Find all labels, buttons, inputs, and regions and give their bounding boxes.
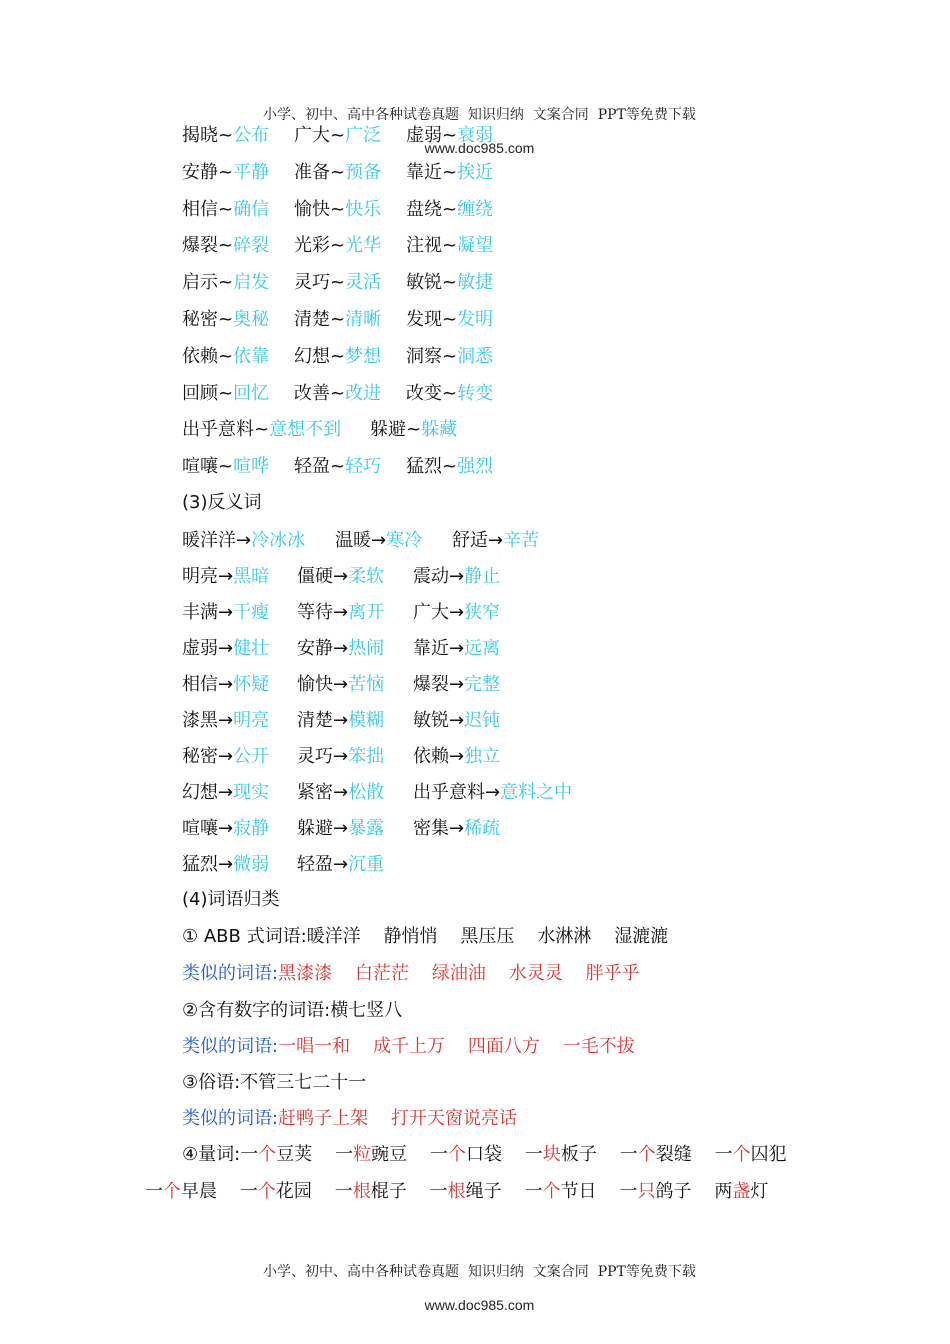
antonym-word: 出乎意料→ <box>413 782 501 803</box>
measure-words-line-2 <box>145 1180 768 1204</box>
antonym-word: 密集→ <box>413 818 465 839</box>
measure-text: 灯 <box>750 1181 769 1202</box>
antonym-match: 迟钝 <box>464 710 501 731</box>
antonym-match: 黑暗 <box>233 566 270 587</box>
antonym-word: 等待→ <box>297 602 349 623</box>
antonym-match: 模糊 <box>348 710 385 731</box>
antonym-pair <box>182 565 269 589</box>
synonym-match: 依靠 <box>233 345 270 367</box>
synonym-pair <box>182 161 269 185</box>
antonym-match: 完整 <box>464 674 501 695</box>
antonym-pair <box>452 529 539 553</box>
synonym-word: 轻盈~ <box>294 456 346 478</box>
antonym-word: 猛烈→ <box>182 854 234 875</box>
measure-text: 一 <box>334 1181 353 1202</box>
synonym-word: 光彩~ <box>294 235 346 257</box>
antonym-match: 干瘦 <box>233 602 270 623</box>
measure-text: ④量词: <box>182 1144 241 1165</box>
synonym-word: 广大~ <box>294 125 346 146</box>
synonym-match: 广泛 <box>345 125 382 146</box>
synonym-pair <box>294 198 381 222</box>
antonym-word: 明亮→ <box>182 566 234 587</box>
synonym-pair <box>406 308 493 332</box>
synonym-match: 清晰 <box>345 309 382 330</box>
antonym-pair <box>182 745 269 769</box>
synonym-match: 碎裂 <box>233 235 270 257</box>
synonym-word: 喧嚷~ <box>182 456 234 478</box>
antonym-row <box>0 673 950 697</box>
measure-word: 粒 <box>353 1144 372 1165</box>
footer-url: www.doc985.com <box>424 1297 535 1313</box>
synonym-pair <box>182 124 269 148</box>
measure-text: 豆荚 <box>276 1144 336 1165</box>
synonym-pair <box>370 418 457 442</box>
synonym-row <box>0 161 950 185</box>
antonym-pair <box>297 745 384 769</box>
synonym-pair <box>182 308 269 332</box>
measure-text: 囚犯 <box>750 1144 787 1165</box>
antonym-pair <box>297 709 384 733</box>
measure-word: 个 <box>257 1181 276 1202</box>
proverb-similar-line <box>182 1107 517 1131</box>
measure-word: 只 <box>637 1181 656 1202</box>
header-text: 小学、初中、高中各种试卷真题 知识归纳 文案合同 PPT等免费下载 <box>263 107 696 123</box>
antonym-word: 震动→ <box>413 566 465 587</box>
synonym-pair <box>182 345 269 369</box>
antonym-match: 冷冰冰 <box>251 530 306 551</box>
antonym-match: 苦恼 <box>348 674 385 695</box>
synonym-row <box>0 345 950 369</box>
antonym-pair <box>297 601 384 625</box>
antonym-match: 热闹 <box>348 638 385 659</box>
antonym-row <box>0 529 950 553</box>
antonym-match: 公开 <box>233 746 270 767</box>
page-footer <box>0 1245 950 1314</box>
antonym-match: 静止 <box>464 566 501 587</box>
antonym-row <box>0 637 950 661</box>
antonym-match: 离开 <box>348 602 385 623</box>
synonym-match: 敏捷 <box>457 272 494 294</box>
antonym-match: 辛苦 <box>503 530 540 551</box>
synonym-pair <box>182 418 341 442</box>
antonym-word: 虚弱→ <box>182 638 234 659</box>
abb-text: ① ABB 式词语:暖洋洋 静悄悄 黑压压 水淋淋 湿漉漉 <box>182 926 669 947</box>
measure-text: 一 <box>524 1181 543 1202</box>
antonym-word: 清楚→ <box>297 710 349 731</box>
synonym-row <box>0 124 950 148</box>
synonym-match: 衰弱 <box>457 125 494 146</box>
synonym-match: 挨近 <box>457 161 494 183</box>
antonym-match: 健壮 <box>233 638 270 659</box>
synonym-match: 意想不到 <box>269 419 342 441</box>
antonym-word: 敏锐→ <box>413 710 465 731</box>
synonym-pair <box>294 234 381 258</box>
synonym-match: 梦想 <box>345 345 382 367</box>
antonym-word: 爆裂→ <box>413 674 465 695</box>
antonym-row <box>0 745 950 769</box>
synonym-match: 发明 <box>457 309 494 330</box>
synonym-match: 公布 <box>233 125 270 146</box>
synonym-match: 确信 <box>233 198 270 220</box>
antonym-word: 轻盈→ <box>297 854 349 875</box>
proverb-text: ③俗语:不管三七二十一 <box>182 1072 367 1093</box>
synonym-match: 快乐 <box>345 198 382 220</box>
antonym-word: 幻想→ <box>182 782 234 803</box>
antonym-pair <box>413 673 500 697</box>
antonyms-heading: (3)反义词 <box>182 492 262 513</box>
synonym-pair <box>406 198 493 222</box>
header-url: www.doc985.com <box>424 140 535 156</box>
synonym-word: 出乎意料~ <box>182 419 270 441</box>
antonym-word: 秘密→ <box>182 746 234 767</box>
synonym-row <box>0 198 950 222</box>
synonym-match: 平静 <box>233 161 270 183</box>
antonym-pair <box>413 565 500 589</box>
measure-word: 个 <box>258 1144 277 1165</box>
synonym-match: 缠绕 <box>457 198 494 220</box>
synonym-word: 灵巧~ <box>294 272 346 294</box>
antonym-word: 暖洋洋→ <box>182 530 252 551</box>
synonym-pair <box>406 345 493 369</box>
antonym-pair <box>413 637 500 661</box>
measure-text: 两 <box>714 1181 733 1202</box>
measure-word: 根 <box>352 1181 371 1202</box>
antonym-word: 僵硬→ <box>297 566 349 587</box>
antonym-match: 松散 <box>348 782 385 803</box>
synonym-word: 洞察~ <box>406 345 458 367</box>
measure-text: 裂缝 <box>655 1144 715 1165</box>
synonym-pair <box>294 124 381 148</box>
antonym-match: 稀疏 <box>464 818 501 839</box>
measure-text: 节日 <box>560 1181 620 1202</box>
abb-similar-words: 黑漆漆 白茫茫 绿油油 水灵灵 胖乎乎 <box>278 963 640 984</box>
synonym-pair <box>406 234 493 258</box>
synonym-word: 注视~ <box>406 235 458 257</box>
antonym-pair <box>182 637 269 661</box>
antonym-word: 愉快→ <box>297 674 349 695</box>
antonym-match: 怀疑 <box>233 674 270 695</box>
synonym-match: 启发 <box>233 272 270 294</box>
synonym-word: 相信~ <box>182 198 234 220</box>
synonym-row <box>0 308 950 332</box>
antonym-match: 现实 <box>233 782 270 803</box>
antonym-match: 独立 <box>464 746 501 767</box>
synonym-word: 安静~ <box>182 161 234 183</box>
synonym-pair <box>294 271 381 295</box>
measure-word: 根 <box>447 1181 466 1202</box>
synonym-word: 准备~ <box>294 161 346 183</box>
synonym-word: 发现~ <box>406 309 458 330</box>
antonym-pair <box>182 673 269 697</box>
antonym-match: 微弱 <box>233 854 270 875</box>
antonym-pair <box>297 637 384 661</box>
synonym-pair <box>406 382 493 406</box>
synonym-pair <box>182 455 269 479</box>
synonym-match: 改进 <box>345 382 382 404</box>
measure-word: 盏 <box>732 1181 751 1202</box>
antonym-word: 温暖→ <box>335 530 387 551</box>
measure-word: 个 <box>447 1144 466 1165</box>
antonym-pair <box>413 781 572 805</box>
measure-word: 个 <box>637 1144 656 1165</box>
synonym-word: 依赖~ <box>182 345 234 367</box>
synonym-match: 光华 <box>345 235 382 257</box>
antonym-word: 舒适→ <box>452 530 504 551</box>
antonym-match: 意料之中 <box>500 782 573 803</box>
antonym-match: 明亮 <box>233 710 270 731</box>
classify-heading: (4)词语归类 <box>182 889 280 910</box>
antonym-pair <box>297 565 384 589</box>
synonym-match: 预备 <box>345 161 382 183</box>
antonym-pair <box>413 817 500 841</box>
measure-text: 一 <box>619 1144 638 1165</box>
antonym-pair <box>413 745 500 769</box>
abb-similar-line <box>182 962 640 986</box>
synonym-pair <box>406 161 493 185</box>
antonym-row <box>0 817 950 841</box>
antonym-word: 紧密→ <box>297 782 349 803</box>
synonym-match: 回忆 <box>233 382 270 404</box>
measure-text: 一 <box>239 1181 258 1202</box>
synonym-word: 盘绕~ <box>406 198 458 220</box>
antonym-match: 沉重 <box>348 854 385 875</box>
antonym-word: 广大→ <box>413 602 465 623</box>
antonym-pair <box>182 529 305 553</box>
antonym-pair <box>413 709 500 733</box>
synonym-pair <box>406 271 493 295</box>
antonym-pair <box>182 853 269 877</box>
synonym-pair <box>406 455 493 479</box>
antonym-row <box>0 781 950 805</box>
measure-text: 一 <box>145 1181 163 1202</box>
antonym-pair <box>297 673 384 697</box>
antonym-word: 依赖→ <box>413 746 465 767</box>
synonym-word: 敏锐~ <box>406 272 458 294</box>
synonym-pair <box>294 345 381 369</box>
synonym-word: 幻想~ <box>294 345 346 367</box>
synonym-word: 愉快~ <box>294 198 346 220</box>
antonym-pair <box>182 601 269 625</box>
antonym-match: 远离 <box>464 638 501 659</box>
proverb-similar-words: 赶鸭子上架 打开天窗说亮话 <box>278 1108 517 1129</box>
antonym-row <box>0 853 950 877</box>
synonym-word: 清楚~ <box>294 309 346 330</box>
number-similar-label: 类似的词语: <box>182 1036 279 1057</box>
synonym-word: 靠近~ <box>406 161 458 183</box>
synonym-pair <box>182 271 269 295</box>
antonym-pair <box>413 601 500 625</box>
antonym-match: 柔软 <box>348 566 385 587</box>
measure-word: 块 <box>542 1144 561 1165</box>
antonym-match: 狭窄 <box>464 602 501 623</box>
antonym-row <box>0 601 950 625</box>
footer-text: 小学、初中、高中各种试卷真题 知识归纳 文案合同 PPT等免费下载 <box>263 1264 696 1280</box>
synonym-word: 回顾~ <box>182 382 234 404</box>
synonym-row <box>0 382 950 406</box>
abb-line <box>182 925 668 949</box>
antonym-word: 丰满→ <box>182 602 234 623</box>
synonym-word: 秘密~ <box>182 309 234 330</box>
antonym-pair <box>182 817 269 841</box>
synonym-match: 凝望 <box>457 235 494 257</box>
synonym-pair <box>294 161 381 185</box>
synonym-row <box>0 455 950 479</box>
antonym-match: 暴露 <box>348 818 385 839</box>
synonym-pair <box>294 455 381 479</box>
synonym-row <box>0 234 950 258</box>
measure-word: 个 <box>732 1144 751 1165</box>
synonym-pair <box>294 308 381 332</box>
synonym-match: 喧哗 <box>233 456 270 478</box>
measure-text: 豌豆 <box>371 1144 430 1165</box>
synonym-word: 揭晓~ <box>182 125 234 146</box>
number-similar-line <box>182 1035 635 1059</box>
antonym-word: 灵巧→ <box>297 746 349 767</box>
measure-text: 一 <box>429 1144 448 1165</box>
synonym-match: 转变 <box>457 382 494 404</box>
measure-text: 一 <box>714 1144 733 1165</box>
synonym-pair <box>182 382 269 406</box>
synonym-match: 洞悉 <box>457 345 494 367</box>
measure-text: 鸽子 <box>655 1181 715 1202</box>
measure-text: 一 <box>619 1181 638 1202</box>
proverb-line <box>182 1071 366 1095</box>
measure-text: 棍子 <box>370 1181 430 1202</box>
synonym-pair <box>182 234 269 258</box>
measure-text: 绳子 <box>465 1181 525 1202</box>
antonym-pair <box>297 781 384 805</box>
antonym-pair <box>335 529 422 553</box>
antonym-word: 安静→ <box>297 638 349 659</box>
antonym-match: 寒冷 <box>386 530 423 551</box>
antonym-word: 靠近→ <box>413 638 465 659</box>
antonym-row <box>0 565 950 589</box>
synonym-match: 躲藏 <box>421 419 458 441</box>
synonym-word: 爆裂~ <box>182 235 234 257</box>
antonym-pair <box>297 853 384 877</box>
measure-text: 一 <box>240 1144 259 1165</box>
proverb-similar-label: 类似的词语: <box>182 1108 279 1129</box>
synonym-word: 躲避~ <box>370 419 422 441</box>
measure-words-line-1 <box>182 1143 787 1167</box>
antonym-pair <box>297 817 384 841</box>
antonym-word: 相信→ <box>182 674 234 695</box>
antonym-pair <box>182 781 269 805</box>
measure-text: 花园 <box>275 1181 335 1202</box>
synonym-word: 启示~ <box>182 272 234 294</box>
synonym-row <box>0 271 950 295</box>
measure-text: 板子 <box>560 1144 620 1165</box>
number-similar-words: 一唱一和 成千上万 四面八方 一毛不拔 <box>278 1036 635 1057</box>
synonym-match: 强烈 <box>457 456 494 478</box>
measure-text: 一 <box>524 1144 543 1165</box>
number-text: ②含有数字的词语:横七竖八 <box>182 1000 403 1021</box>
synonym-pair <box>406 124 493 148</box>
synonym-match: 奥秘 <box>233 309 270 330</box>
antonym-word: 漆黑→ <box>182 710 234 731</box>
number-line <box>182 999 402 1023</box>
antonym-row <box>0 709 950 733</box>
synonym-word: 猛烈~ <box>406 456 458 478</box>
antonym-match: 笨拙 <box>348 746 385 767</box>
synonym-pair <box>182 198 269 222</box>
synonym-word: 改善~ <box>294 382 346 404</box>
synonym-pair <box>294 382 381 406</box>
measure-text: 一 <box>429 1181 448 1202</box>
synonym-word: 改变~ <box>406 382 458 404</box>
synonym-row <box>0 418 950 442</box>
synonym-match: 轻巧 <box>345 456 382 478</box>
measure-text: 一 <box>335 1144 354 1165</box>
measure-text: 早晨 <box>181 1181 240 1202</box>
measure-word: 个 <box>163 1181 181 1202</box>
measure-word: 个 <box>542 1181 561 1202</box>
measure-text: 口袋 <box>465 1144 525 1165</box>
antonym-word: 喧嚷→ <box>182 818 234 839</box>
antonym-pair <box>182 709 269 733</box>
antonym-word: 躲避→ <box>297 818 349 839</box>
antonym-match: 寂静 <box>233 818 270 839</box>
abb-similar-label: 类似的词语: <box>182 963 279 984</box>
synonym-match: 灵活 <box>345 272 382 294</box>
synonym-word: 虚弱~ <box>406 125 458 146</box>
